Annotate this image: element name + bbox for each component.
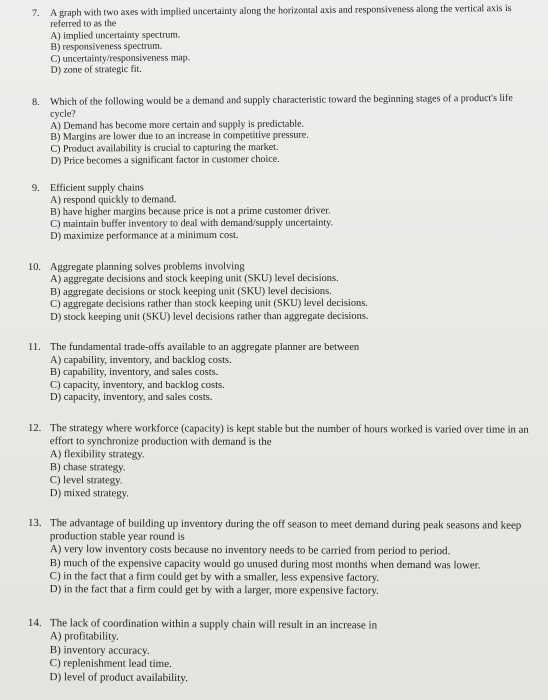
option-c: C) level strategy. [49,473,123,486]
question-stem: The strategy where workforce (capacity) is kept stable but the number of hours worked is varied over time in an effort to synchronize production with demand is the [49,422,529,448]
question-11 [28,342,533,405]
question-number: 11. [28,342,41,353]
question-7 [28,3,534,77]
option-a: A) aggregate decisions and stock keeping unit (SKU) level decisions. [50,273,339,286]
option-c: C) maintain buffer inventory to deal with demand/supply uncertainty. [50,217,334,230]
option-a: A) implied uncertainty spectrum. [50,29,181,42]
question-stem: Efficient supply chains [49,182,144,194]
option-c: C) in the fact that a firm could get by with a smaller, less expensive factory. [49,569,380,584]
option-a: A) Demand has become more certain and supply is predictable. [50,118,305,132]
question-14 [28,617,533,688]
option-c: C) replenishment lead time. [49,657,172,671]
question-stem: A graph with two axes with implied uncertainty along the horizontal axis and responsiveness along the vertical axis is referred to as the [49,2,512,31]
question-10 [28,260,533,324]
option-b: B) Margins are lower due to an increase in competitive pressure. [50,129,309,144]
option-a: A) capability, inventory, and backlog costs. [50,354,232,366]
question-stem: The advantage of building up inventory during the off season to meet demand during peak seasons and keep production stable year round is [49,517,522,544]
question-number: 12. [27,422,42,435]
option-d: D) zone of strategic fit. [50,63,142,76]
option-c: C) uncertainty/responsiveness map. [50,51,191,65]
option-c: C) Product availability is crucial to capturing the market. [50,142,279,155]
option-c: C) capacity, inventory, and backlog costs. [50,379,225,391]
option-c: C) aggregate decisions rather than stock keeping unit (SKU) level decisions. [50,298,368,311]
option-a: A) very low inventory costs because no inventory needs to be carried from period to period. [49,543,451,558]
question-stem: Aggregate planning solves problems involving [49,261,245,273]
option-d: D) capacity, inventory, and sales costs. [50,392,213,404]
option-a: A) flexibility strategy. [49,447,145,461]
option-d: D) stock keeping unit (SKU) level decisions rather than aggregate decisions. [50,310,369,323]
question-12 [28,422,533,501]
option-b: B) inventory accuracy. [49,643,150,657]
option-a: A) profitability. [49,630,119,644]
question-number: 10. [28,261,42,273]
option-b: B) have higher margins because price is not a prime customer driver. [50,205,331,218]
option-d: D) mixed strategy. [49,486,129,499]
option-b: B) much of the expensive capacity would go unused during most months when demand was lower. [49,556,481,571]
option-d: D) in the fact that a firm could get by with a larger, more expensive factory. [49,583,379,597]
option-b: B) responsiveness spectrum. [50,40,163,53]
option-d: D) Price becomes a significant factor in customer choice. [50,153,280,167]
option-b: B) capability, inventory, and sales costs. [50,367,219,379]
question-number: 7. [31,7,40,19]
question-8 [28,93,534,168]
question-stem: Which of the following would be a demand and supply characteristic toward the beginning stages of a product's life cycle? [49,92,513,120]
question-stem: The lack of coordination within a supply chain will result in an increase in [49,617,378,632]
option-a: A) respond quickly to demand. [50,194,177,206]
option-d: D) maximize performance at a minimum cost. [50,229,239,242]
question-number: 9. [31,182,40,194]
question-number: 8. [31,96,40,108]
question-number: 13. [27,517,42,530]
question-number: 14. [27,617,42,630]
option-b: B) chase strategy. [49,460,126,474]
option-d: D) level of product availability. [49,670,188,684]
question-13 [28,517,533,599]
question-9 [28,180,533,243]
option-b: B) aggregate decisions or stock keeping unit (SKU) level decisions. [50,285,332,298]
question-stem: The fundamental trade-offs available to an aggregate planner are between [50,342,360,353]
